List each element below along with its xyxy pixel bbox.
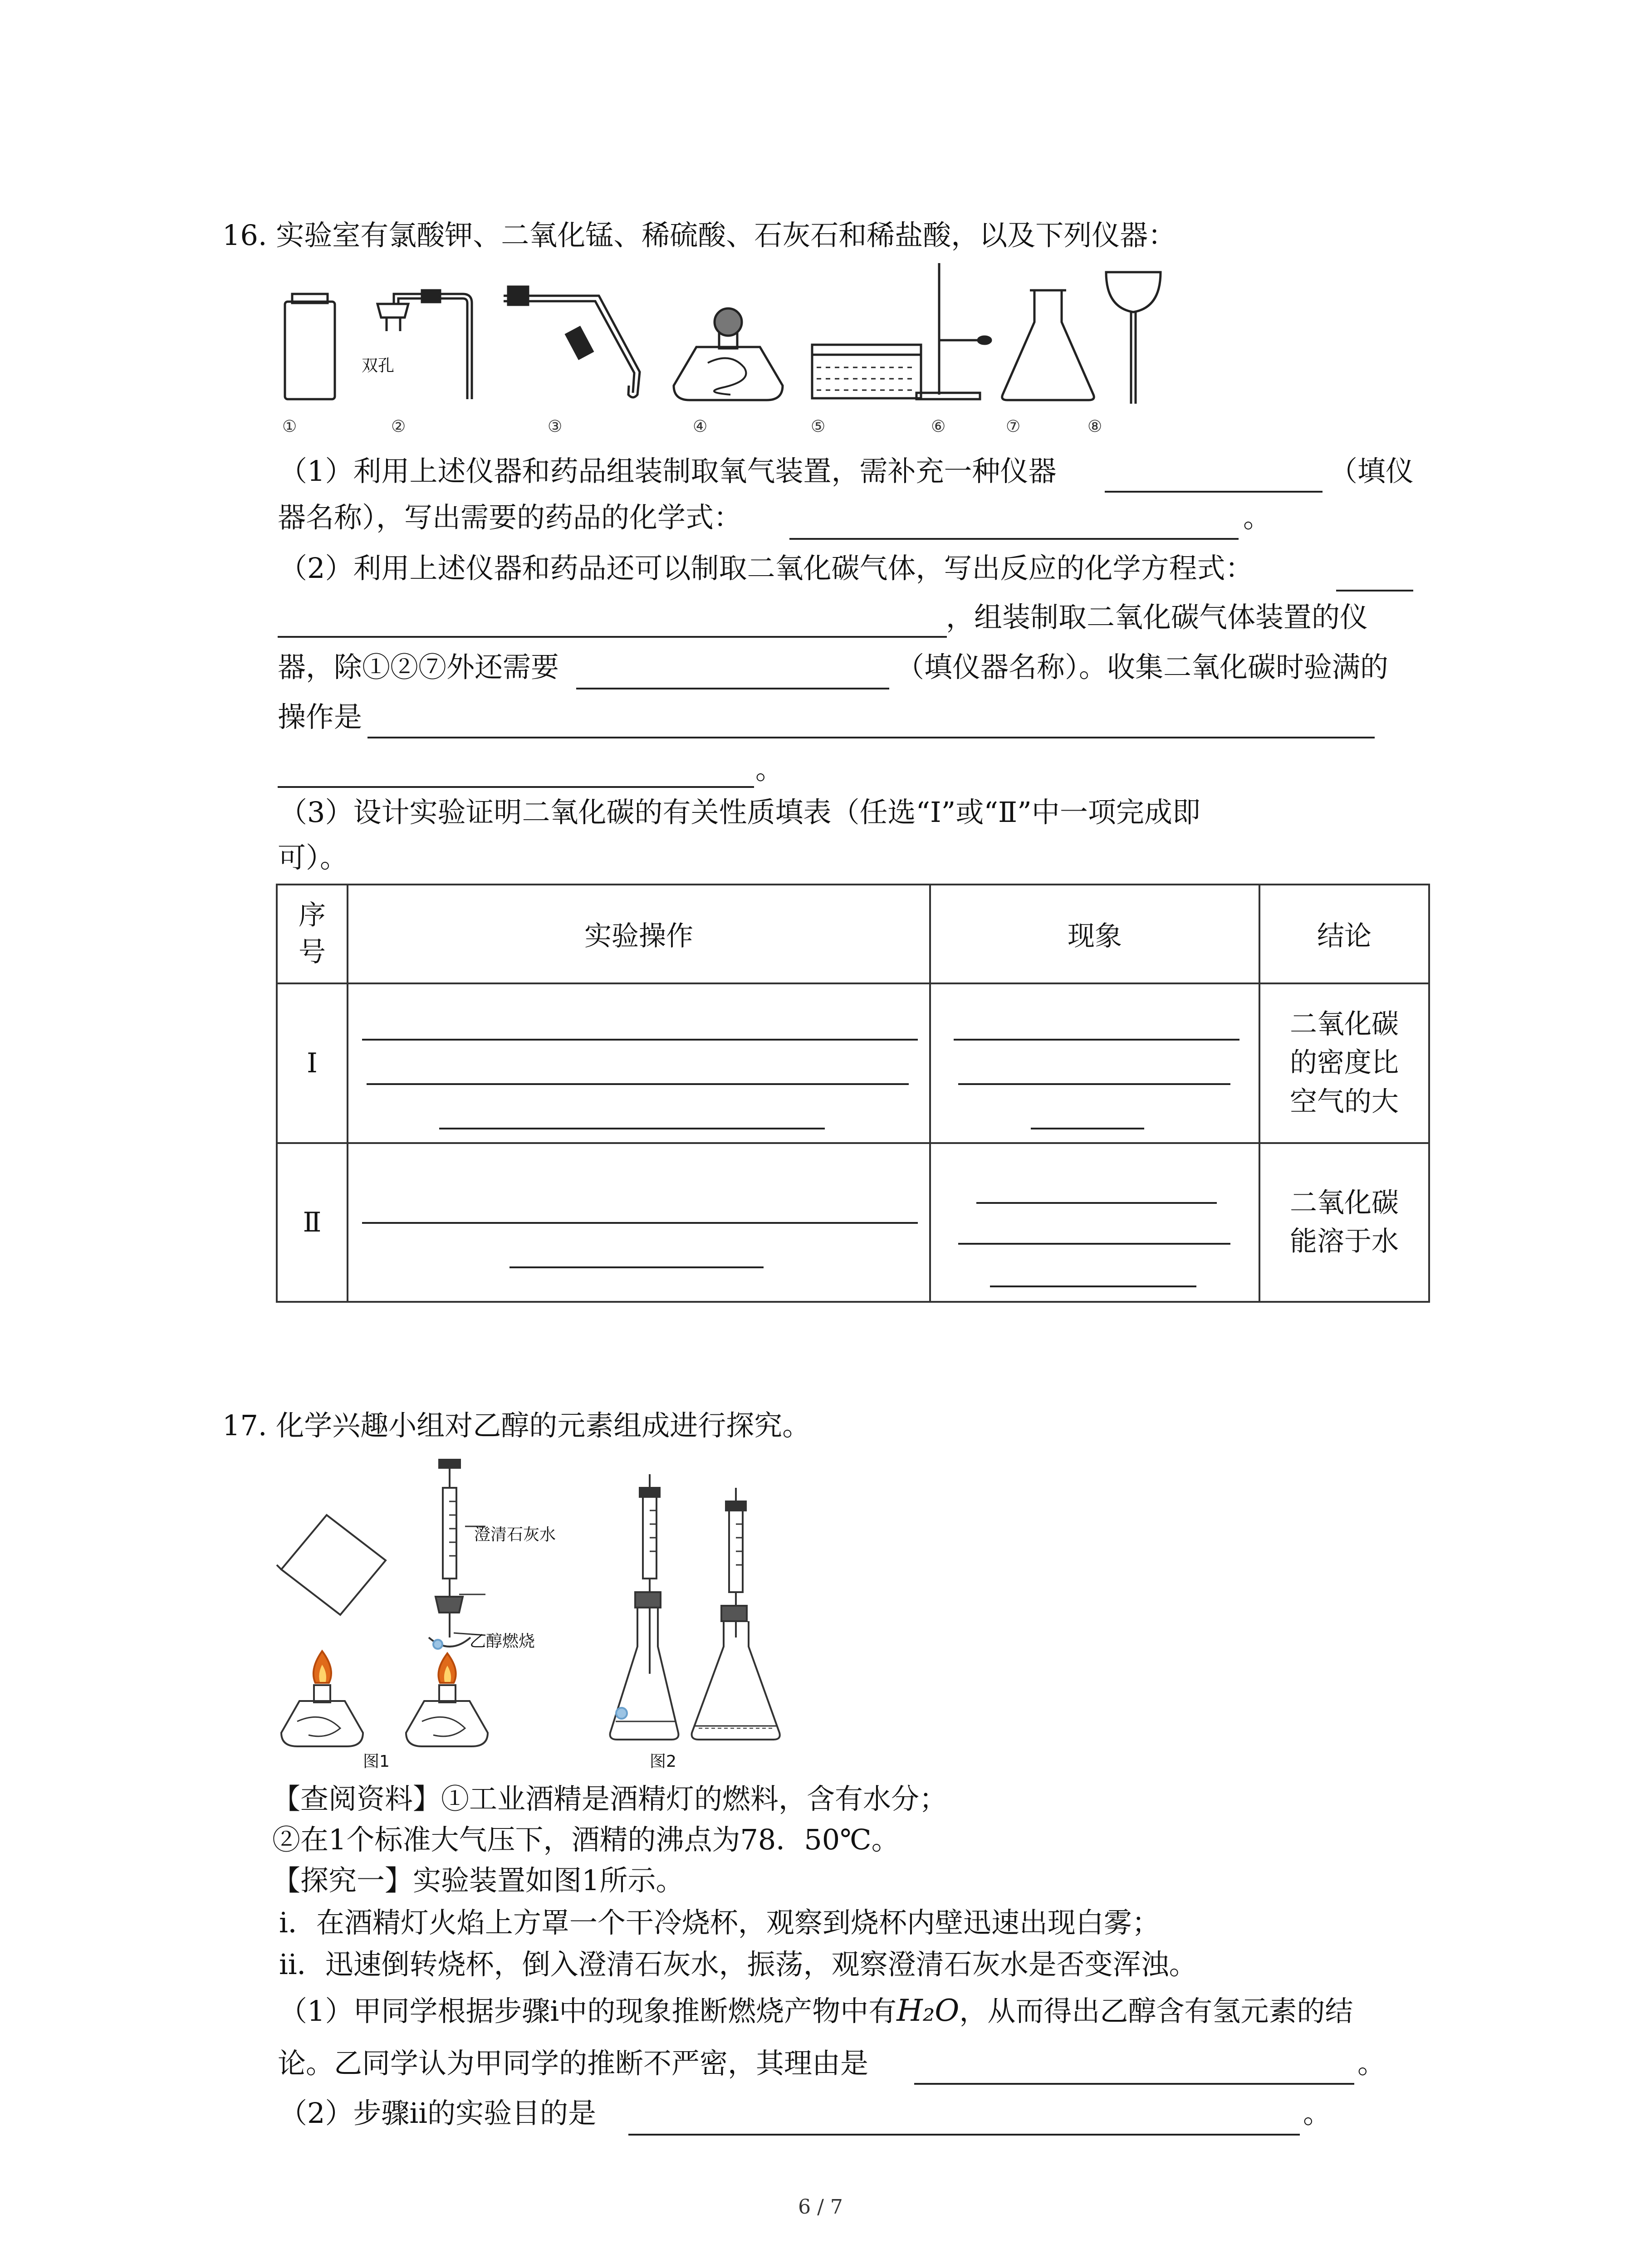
label-limewater: 澄清石灰水 bbox=[474, 1525, 556, 1544]
iron-stand-icon bbox=[916, 263, 991, 399]
q16-p2-blank-operation-b[interactable] bbox=[278, 786, 754, 788]
header-phenomenon: 现象 bbox=[930, 885, 1259, 983]
q17-step-ii: ⅱ．迅速倒转烧杯，倒入澄清石灰水，振荡，观察澄清石灰水是否变浑浊。 bbox=[279, 1948, 1197, 1981]
q17-q1-line2: 论。乙同学认为甲同学的推断不严密，其理由是 bbox=[278, 2047, 869, 2080]
apparatus-label-1: ① bbox=[282, 417, 297, 436]
operation-blank[interactable] bbox=[439, 1128, 825, 1129]
alcohol-lamp-icon bbox=[281, 1651, 363, 1746]
q17-stem: 17. 化学兴趣小组对乙醇的元素组成进行探究。 bbox=[222, 1409, 811, 1442]
q16-p2-blank-equation-a[interactable] bbox=[1336, 590, 1413, 591]
syringe-icon bbox=[429, 1460, 470, 1647]
q16-p2-line3: 器，除①②⑦外还需要 bbox=[278, 650, 559, 684]
q16-p1-line1: （1）利用上述仪器和药品组装制取氧气装置，需补充一种仪器 bbox=[279, 455, 1057, 488]
label-figure-1: 图1 bbox=[363, 1752, 390, 1771]
apparatus-label-2: ② bbox=[391, 417, 406, 436]
page-number: 6 / 7 bbox=[798, 2195, 843, 2219]
apparatus-label-5: ⑤ bbox=[811, 417, 826, 436]
q17-q1-text: （1）甲同学根据步骤ⅰ中的现象推断燃烧产物中有 bbox=[279, 1994, 897, 2028]
q16-apparatus-figure bbox=[272, 259, 1180, 449]
q17-q2-blank-purpose[interactable] bbox=[628, 2134, 1300, 2136]
phenomenon-blank[interactable] bbox=[958, 1243, 1230, 1245]
apparatus-label-4: ④ bbox=[693, 417, 708, 436]
conical-flask-icon bbox=[610, 1474, 679, 1740]
row-phenomenon-cell bbox=[930, 983, 1259, 1143]
operation-blank[interactable] bbox=[367, 1083, 909, 1085]
q17-q1-line2-tail: 。 bbox=[1357, 2047, 1386, 2080]
q16-p3-line1: （3）设计实验证明二氧化碳的有关性质填表（任选“Ⅰ”或“Ⅱ”中一项完成即 bbox=[279, 796, 1200, 829]
operation-blank[interactable] bbox=[362, 1039, 918, 1041]
funnel-icon bbox=[1106, 272, 1161, 404]
q16-p1-blank-formula[interactable] bbox=[789, 538, 1239, 540]
q17-step-i: ⅰ．在酒精灯火焰上方罩一个干冷烧杯，观察到烧杯内壁迅速出现白雾； bbox=[279, 1906, 1160, 1939]
q17-q2-line: （2）步骤ⅱ的实验目的是 bbox=[279, 2097, 597, 2130]
table-row bbox=[277, 983, 1429, 1143]
q16-p3-line2: 可）。 bbox=[278, 841, 348, 874]
q17-q1-line1 bbox=[279, 1993, 1353, 2028]
q17-ethanol-figure bbox=[272, 1456, 839, 1765]
q17-reference-2: ②在1个标准大气压下，酒精的沸点为78．50℃。 bbox=[272, 1823, 900, 1856]
operation-blank[interactable] bbox=[509, 1266, 764, 1268]
apparatus-label-3: ③ bbox=[548, 417, 563, 436]
q16-p1-blank-instrument[interactable] bbox=[1105, 491, 1323, 493]
apparatus-label-7: ⑦ bbox=[1006, 417, 1021, 436]
row-phenomenon-cell bbox=[930, 1143, 1259, 1302]
row-id: Ⅱ bbox=[277, 1143, 348, 1302]
tilted-beaker-icon bbox=[277, 1515, 386, 1615]
q16-p2-line4: 操作是 bbox=[278, 700, 362, 733]
q17-q1-text-tail: ，从而得出乙醇含有氢元素的结 bbox=[959, 1994, 1353, 2028]
q16-stem: 16. 实验室有氯酸钾、二氧化锰、稀硫酸、石灰石和稀盐酸，以及下列仪器： bbox=[222, 219, 1176, 252]
table-row bbox=[277, 1143, 1429, 1302]
alcohol-lamp-icon bbox=[406, 1653, 488, 1746]
q17-explore-1: 【探究一】实验装置如图1所示。 bbox=[272, 1864, 684, 1897]
row-operation-cell bbox=[348, 1143, 930, 1302]
conical-flask-icon bbox=[1002, 290, 1094, 400]
row-operation-cell bbox=[348, 983, 930, 1143]
q16-experiment-table bbox=[276, 884, 1430, 1303]
row-conclusion: 二氧化碳的密度比空气的大 bbox=[1259, 983, 1429, 1143]
apparatus-label-8: ⑧ bbox=[1087, 417, 1102, 436]
h2o-formula: H₂O bbox=[896, 1993, 960, 2028]
q17-reference-1: 【查阅资料】①工业酒精是酒精灯的燃料，含有水分； bbox=[272, 1782, 948, 1815]
alcohol-lamp-icon bbox=[674, 308, 783, 400]
phenomenon-blank[interactable] bbox=[958, 1083, 1230, 1085]
q16-p2-line1: （2）利用上述仪器和药品还可以制取二氧化碳气体，写出反应的化学方程式： bbox=[279, 552, 1254, 585]
q16-p1-line2-tail: 。 bbox=[1243, 501, 1272, 534]
label-figure-2: 图2 bbox=[650, 1752, 676, 1771]
phenomenon-blank[interactable] bbox=[976, 1202, 1217, 1204]
q16-p2-line5-tail: 。 bbox=[755, 753, 784, 786]
row-conclusion: 二氧化碳能溶于水 bbox=[1259, 1143, 1429, 1302]
q16-p2-blank-instruments[interactable] bbox=[576, 688, 889, 689]
apparatus-label-6: ⑥ bbox=[931, 417, 946, 436]
phenomenon-blank[interactable] bbox=[1031, 1128, 1144, 1129]
header-operation: 实验操作 bbox=[348, 885, 930, 983]
double-hole-label: 双孔 bbox=[362, 357, 395, 375]
header-conclusion: 结论 bbox=[1259, 885, 1429, 983]
q17-q2-line-tail: 。 bbox=[1303, 2097, 1332, 2130]
q16-p2-blank-equation-b[interactable] bbox=[278, 636, 947, 638]
two-hole-stopper-tube-icon bbox=[377, 290, 472, 399]
water-trough-icon bbox=[812, 345, 921, 398]
q17-q1-blank-reason[interactable] bbox=[914, 2083, 1354, 2085]
label-ethanol-burning: 乙醇燃烧 bbox=[470, 1632, 535, 1651]
q16-p2-line3-tail: （填仪器名称）。收集二氧化碳时验满的 bbox=[896, 650, 1389, 684]
q16-p2-blank-operation-a[interactable] bbox=[367, 737, 1375, 738]
row-id: Ⅰ bbox=[277, 983, 348, 1143]
q16-p1-line2: 器名称），写出需要的药品的化学式： bbox=[278, 501, 742, 534]
gas-jar-icon bbox=[285, 294, 335, 399]
header-index: 序号 bbox=[277, 885, 348, 983]
phenomenon-blank[interactable] bbox=[954, 1039, 1239, 1041]
q16-p2-line2-tail: ，组装制取二氧化碳气体装置的仪 bbox=[946, 601, 1368, 634]
bent-delivery-tube-icon bbox=[504, 287, 640, 397]
conical-flask-icon bbox=[692, 1488, 780, 1740]
phenomenon-blank[interactable] bbox=[990, 1286, 1196, 1287]
table-header-row bbox=[277, 885, 1429, 983]
operation-blank[interactable] bbox=[362, 1222, 918, 1224]
q16-p1-line1-tail: （填仪 bbox=[1329, 455, 1414, 488]
